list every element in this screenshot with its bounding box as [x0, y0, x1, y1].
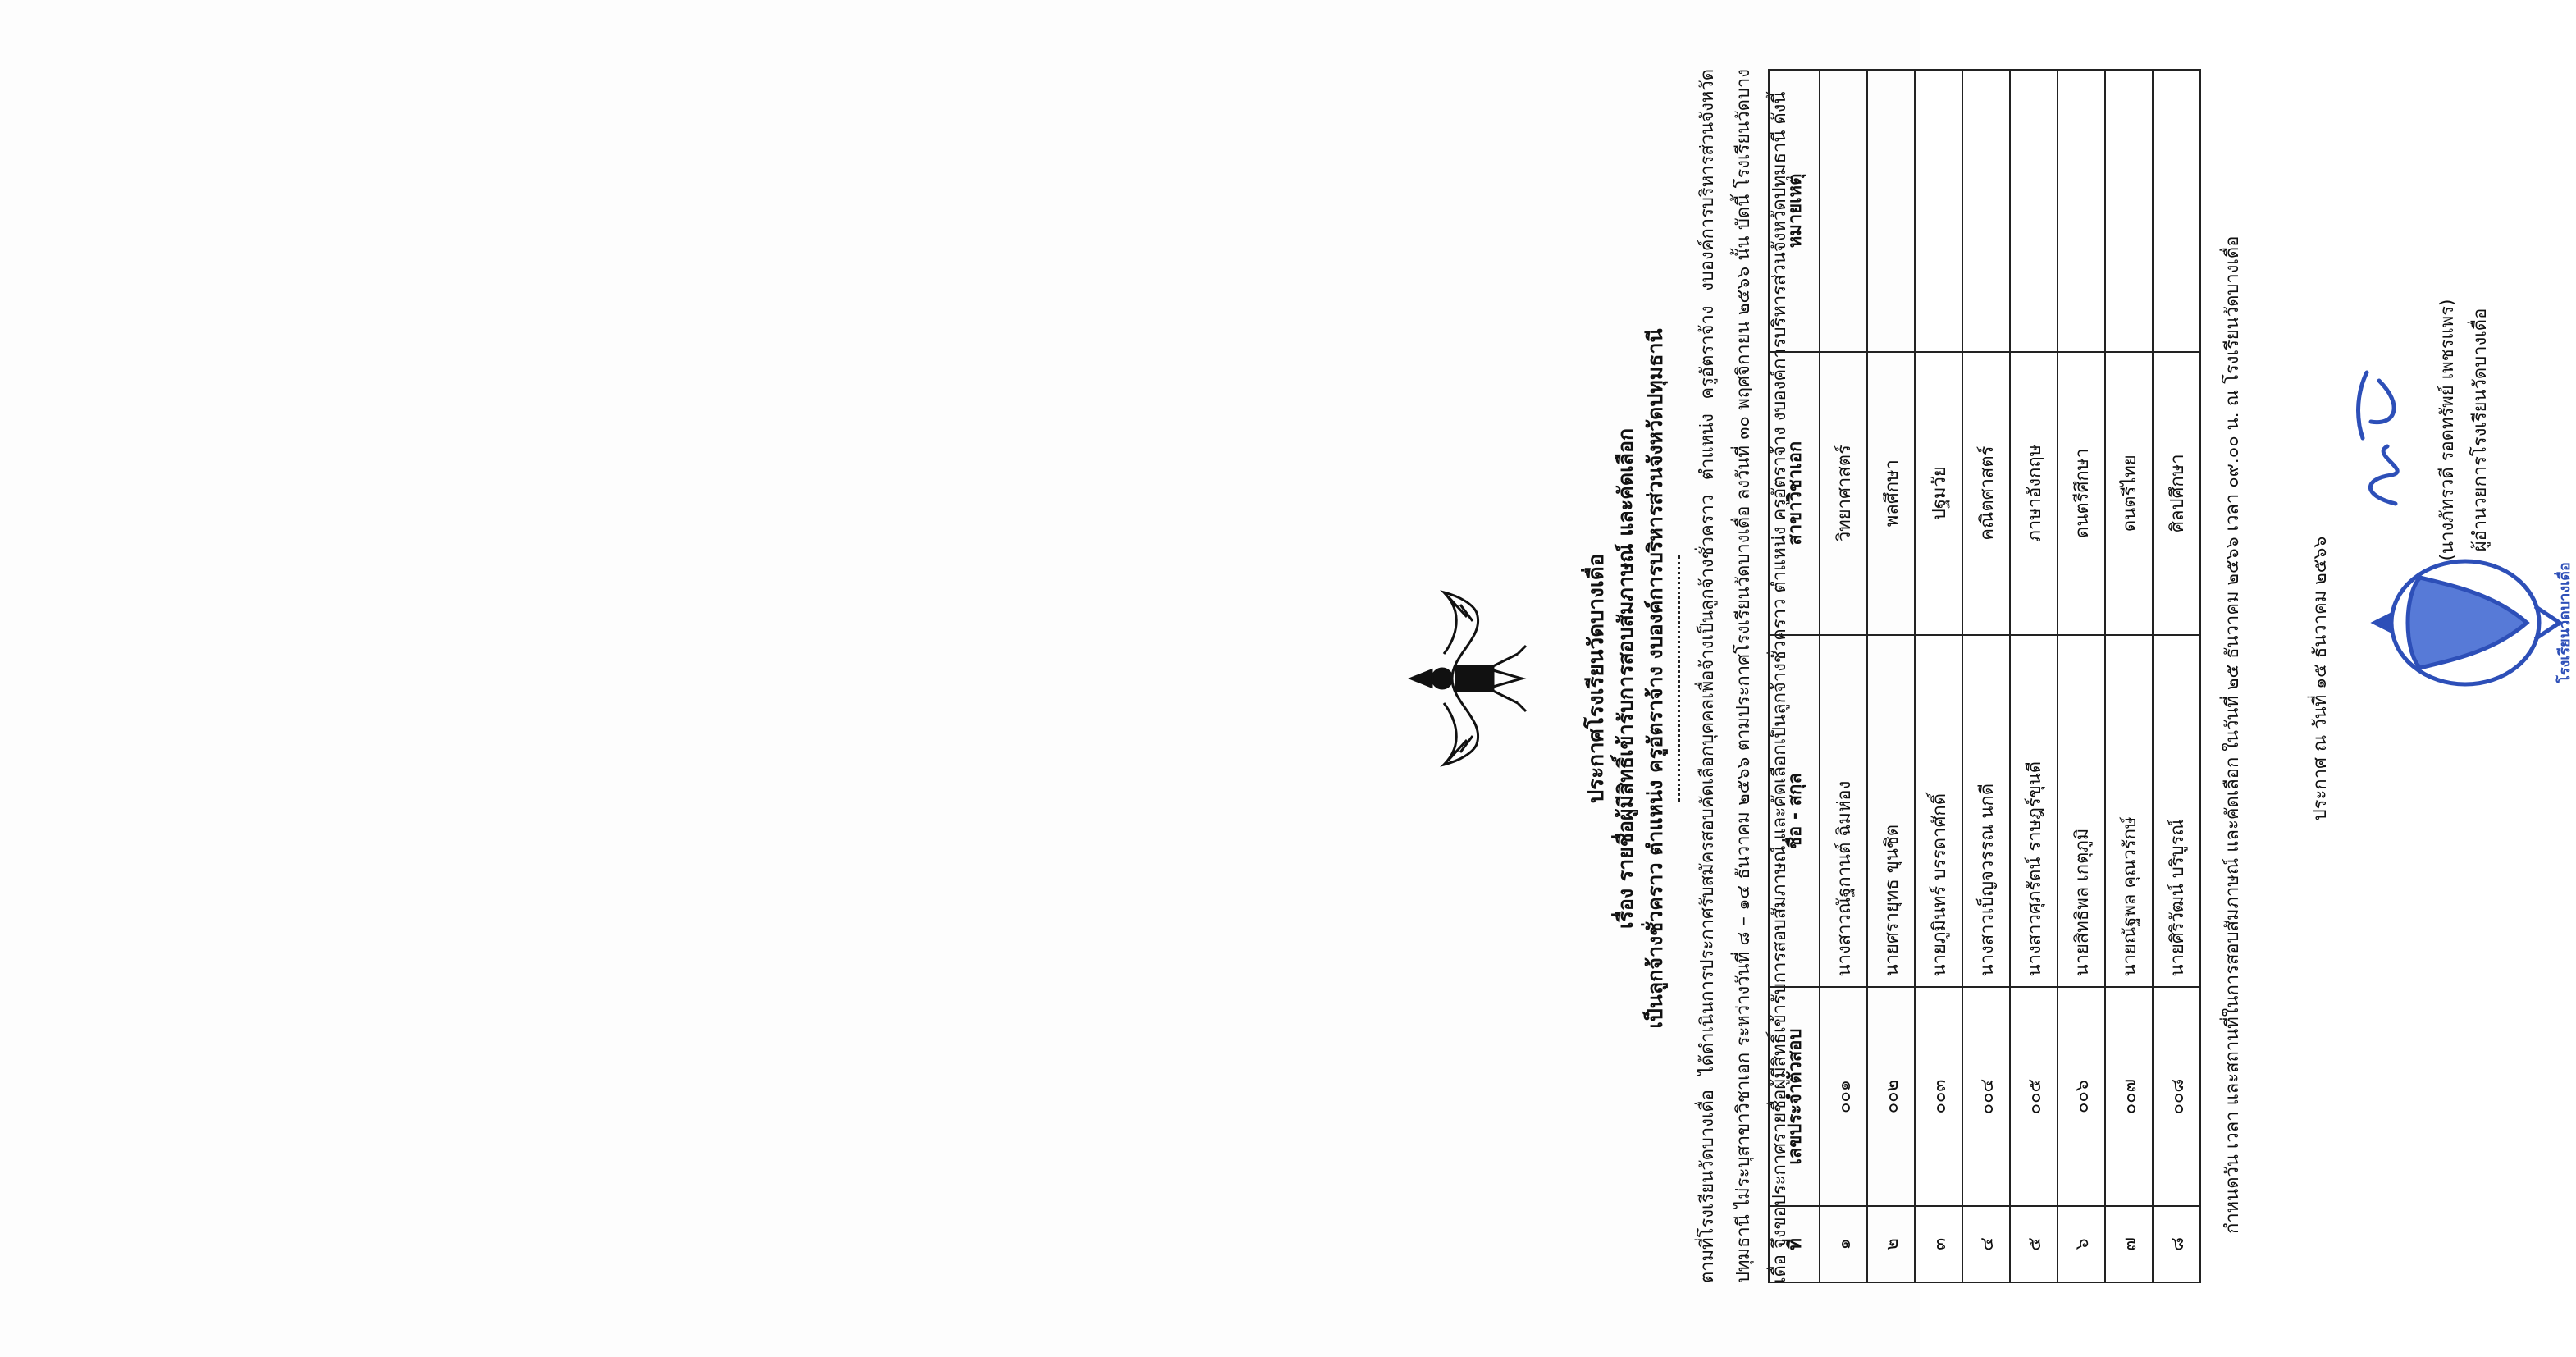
- row-exam-id: ๐๐๗: [2105, 987, 2153, 1205]
- row-name: นายศิริวัฒน์ บริบูรณ์: [2153, 635, 2200, 988]
- row-major: ปฐมวัย: [1915, 352, 1962, 635]
- body-paragraph: ตามที่โรงเรียนวัดบางเดื่อ ได้ดำเนินการประกาศรับสมัครสอบคัดเลือกบุคคลเพื่อจ้างเป็นลูกจ้างชั่วคราว ตำแหน่ง ครูอัตราจ้าง งบองค์การบริหารส่วนจังหวัดปทุมธานี ไม่ระบุสาขาวิชาเอก ระหว่างวันที่ ๘ – ๑๔ ธันวาคม ๒๕๖๖ ตามประกาศโรงเรียนวัดบางเดื่อ ลงวันที่ ๓๐ พฤศจิกายน ๒๕๖๖ นั้น บัดนี้ โรงเรียนวัดบางเดื่อ จึงขอประกาศรายชื่อผู้มีสิทธิ์เข้ารับการสอบสัมภาษณ์ และคัดเลือกเป็นลูกจ้างชั่วคราว ตำแหน่ง ครูอัตราจ้าง งบองค์การบริหารส่วนจังหวัดปทุมธานี ดังนี้: [1697, 69, 1790, 1283]
- header-name: ชื่อ - สกุล: [1769, 635, 1820, 988]
- row-name: นางสาวเบ็ญจวรรณ นกดี: [1962, 635, 2010, 988]
- signer-position: ผู้อำนวยการโรงเรียนวัดบางเดื่อ: [2470, 308, 2491, 552]
- table-row: [1820, 70, 1867, 1282]
- table-row: [2105, 70, 2153, 1282]
- table-row: [2153, 70, 2200, 1282]
- row-name: นายณัฐพล คุณวรักษ์: [2105, 635, 2153, 988]
- document-subject-line2: เป็นลูกจ้างชั่วคราว ตำแหน่ง ครูอัตราจ้าง งบองค์การบริหารส่วนจังหวัดปทุมธานี: [1643, 328, 1667, 1029]
- table-row: [1915, 70, 1962, 1282]
- row-no: ๑: [1820, 1206, 1867, 1282]
- row-major: พลศึกษา: [1867, 352, 1915, 635]
- table-row: [2058, 70, 2105, 1282]
- garuda-emblem-icon: [1395, 588, 1534, 769]
- title-divider: [1678, 555, 1680, 802]
- row-note: [2058, 70, 2105, 352]
- table-row: [2010, 70, 2058, 1282]
- candidates-table: [1768, 69, 2201, 1283]
- row-exam-id: ๐๐๓: [1915, 987, 1962, 1205]
- table-row: [1962, 70, 2010, 1282]
- seal-text: โรงเรียนวัดบางเดื่อ: [2556, 562, 2574, 683]
- row-name: นายสิทธิพล เกตุภูมิ: [2058, 635, 2105, 988]
- row-note: [1867, 70, 1915, 352]
- header-exam-id: เลขประจำตัวสอบ: [1769, 987, 1820, 1205]
- row-major: ภาษาอังกฤษ: [2010, 352, 2058, 635]
- header-no: ที่: [1769, 1206, 1820, 1282]
- row-no: ๓: [1915, 1206, 1962, 1282]
- row-exam-id: ๐๐๒: [1867, 987, 1915, 1205]
- signature-block: [2346, 126, 2574, 701]
- row-note: [1820, 70, 1867, 352]
- row-exam-id: ๐๐๕: [2010, 987, 2058, 1205]
- document-subject: เรื่อง รายชื่อผู้มีสิทธิ์เข้ารับการสอบสัมภาษณ์ และคัดเลือก: [1614, 427, 1637, 930]
- row-note: [1962, 70, 2010, 352]
- signer-name: (นางภัทรวดี รอดทรัพย์ เพชรแพร): [2437, 299, 2458, 561]
- row-exam-id: ๐๐๘: [2153, 987, 2200, 1205]
- row-no: ๘: [2153, 1206, 2200, 1282]
- row-name: นายภูมินทร์ บรรดาศักดิ์: [1915, 635, 1962, 988]
- row-major: ดนตรีศึกษา: [2058, 352, 2105, 635]
- row-name: นางสาวศุภรัตน์ ราษฎร์ขุนดี: [2010, 635, 2058, 988]
- row-no: ๗: [2105, 1206, 2153, 1282]
- row-exam-id: ๐๐๔: [1962, 987, 2010, 1205]
- announce-date: ประกาศ ณ วันที่ ๑๕ ธันวาคม ๒๕๖๖: [2310, 536, 2331, 821]
- row-note: [1915, 70, 1962, 352]
- header-major: สาขาวิชาเอก: [1769, 352, 1820, 635]
- document-title: ประกาศโรงเรียนวัดบางเดื่อ: [1584, 553, 1609, 804]
- row-note: [2010, 70, 2058, 352]
- row-major: วิทยาศาสตร์: [1820, 352, 1867, 635]
- row-note: [2153, 70, 2200, 352]
- row-no: ๕: [2010, 1206, 2058, 1282]
- row-name: นางสาวณัฐกานต์ ฉิมห่อง: [1820, 635, 1867, 988]
- row-no: ๖: [2058, 1206, 2105, 1282]
- row-major: ดนตรีไทย: [2105, 352, 2153, 635]
- header-note: หมายเหตุ: [1769, 70, 1820, 352]
- row-no: ๒: [1867, 1206, 1915, 1282]
- exam-schedule: กำหนดวัน เวลา และสถานที่ในการสอบสัมภาษณ์ และคัดเลือก ในวันที่ ๒๕ ธันวาคม ๒๕๖๖ เวลา ๐๙.๐๐ น. ณ โรงเรียนวัดบางเดื่อ: [2222, 235, 2243, 1234]
- table-row: [1867, 70, 1915, 1282]
- row-exam-id: ๐๐๖: [2058, 987, 2105, 1205]
- table-header-row: [1769, 70, 1820, 1282]
- row-name: นายศรายุทธ ขุนชิต: [1867, 635, 1915, 988]
- handwritten-signature-icon: [2346, 356, 2420, 512]
- row-major: คณิตศาสตร์: [1962, 352, 2010, 635]
- row-no: ๔: [1962, 1206, 2010, 1282]
- row-exam-id: ๐๐๑: [1820, 987, 1867, 1205]
- row-note: [2105, 70, 2153, 352]
- row-major: ศิลปศึกษา: [2153, 352, 2200, 635]
